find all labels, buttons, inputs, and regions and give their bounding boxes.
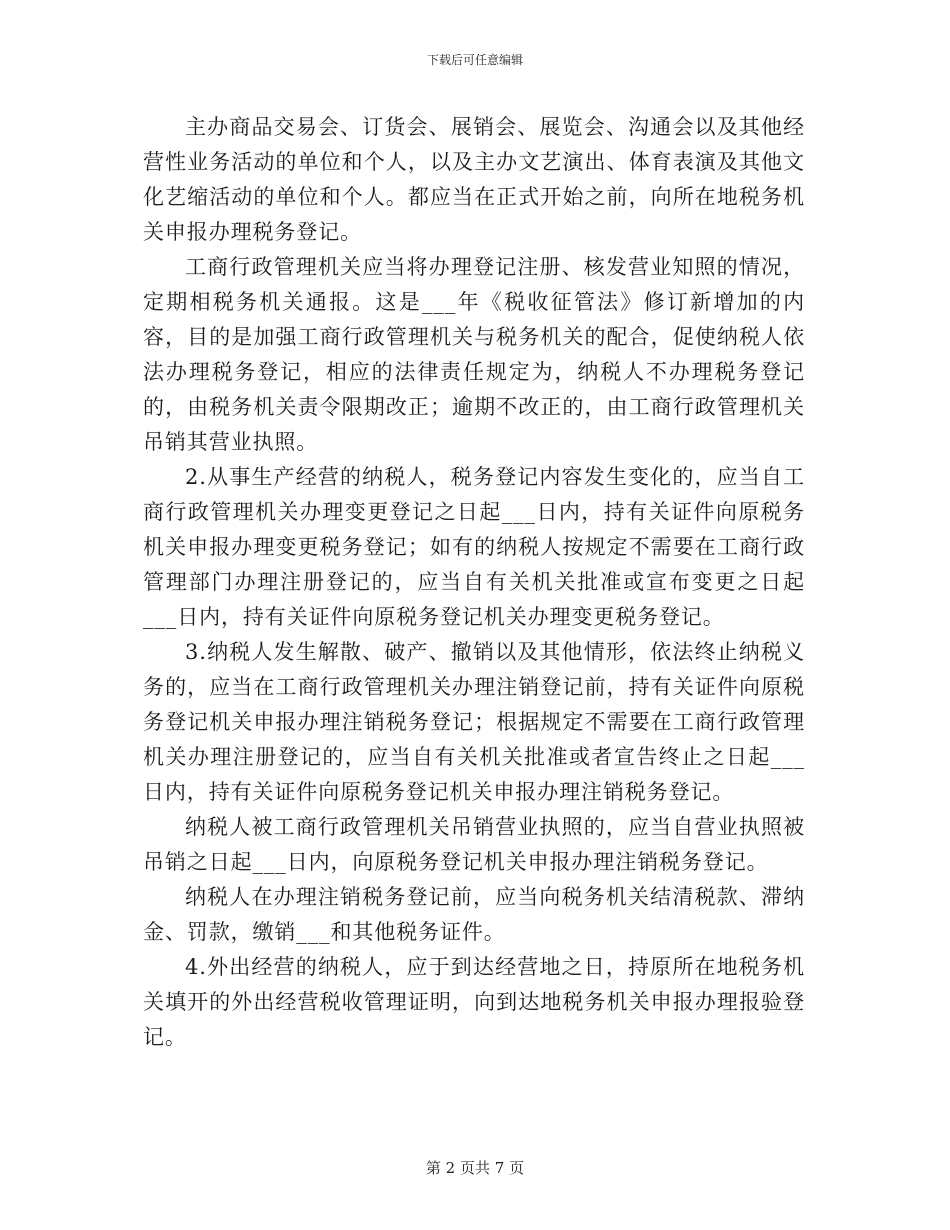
paragraph: 纳税人被工商行政管理机关吊销营业执照的，应当自营业执照被吊销之日起___日内，向原税务登记机关申报办理注销税务登记。	[143, 815, 805, 874]
page-number-footer: 第 2 页共 7 页	[425, 1159, 525, 1177]
paragraph: 4.外出经营的纳税人，应于到达经营地之日，持原所在地税务机关填开的外出经营税收管理证明，向到达地税务机关申报办理报验登记。	[143, 955, 805, 1049]
document-body	[143, 110, 805, 1055]
paragraph: 纳税人在办理注销税务登记前，应当向税务机关结清税款、滞纳金、罚款，缴销___和其他税务证件。	[143, 885, 805, 944]
paragraph: 2.从事生产经营的纳税人，税务登记内容发生变化的，应当自工商行政管理机关办理变更登记之日起___日内，持有关证件向原税务机关申报办理变更税务登记；如有的纳税人按规定不需要在工商行政管理部门办理注册登记的，应当自有关机关批准或宣布变更之日起___日内，持有关证件向原税务登记机关办理变更税务登记。	[143, 465, 805, 629]
paragraph: 主办商品交易会、订货会、展销会、展览会、沟通会以及其他经营性业务活动的单位和个人，以及主办文艺演出、体育表演及其他文化艺缩活动的单位和个人。都应当在正式开始之前，向所在地税务机关申报办理税务登记。	[143, 115, 805, 244]
page-header: 下载后可任意编辑	[426, 53, 523, 67]
paragraph: 3.纳税人发生解散、破产、撤销以及其他情形，依法终止纳税义务的，应当在工商行政管理机关办理注销登记前，持有关证件向原税务登记机关申报办理注销税务登记；根据规定不需要在工商行政管理机关办理注册登记的，应当自有关机关批准或者宣告终止之日起___日内，持有关证件向原税务登记机关申报办理注销税务登记。	[143, 640, 805, 804]
paragraph: 工商行政管理机关应当将办理登记注册、核发营业知照的情况，定期相税务机关通报。这是___年《税收征管法》修订新增加的内容，目的是加强工商行政管理机关与税务机关的配合，促使纳税人依法办理税务登记，相应的法律责任规定为，纳税人不办理税务登记的，由税务机关责令限期改正；逾期不改正的，由工商行政管理机关吊销其营业执照。	[143, 255, 805, 454]
